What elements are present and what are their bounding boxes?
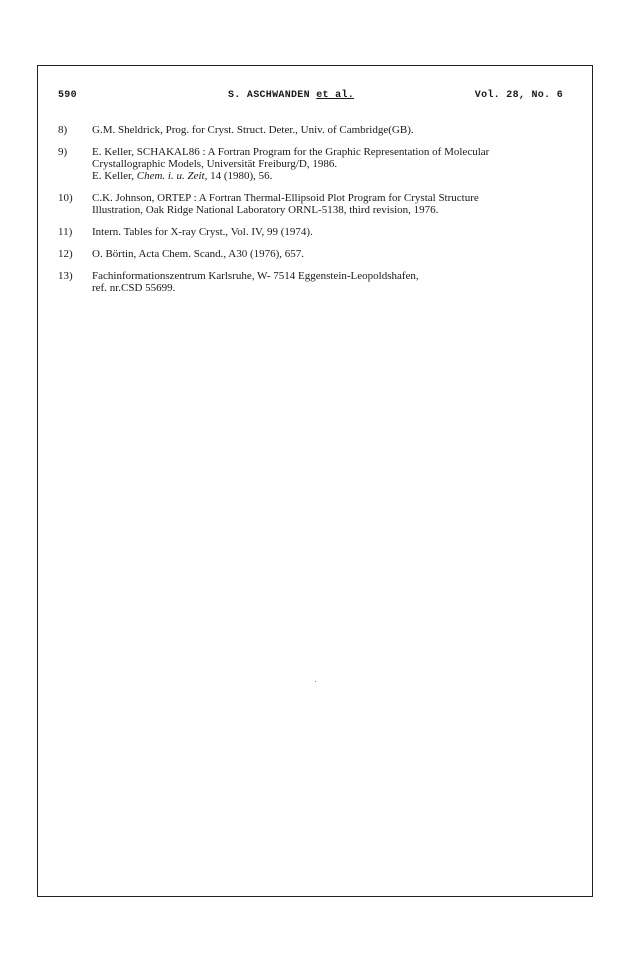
- page-number: 590: [58, 90, 77, 101]
- reference-item-9: [58, 146, 573, 182]
- journal-title: Chem. i. u. Zeit: [136, 170, 205, 182]
- reference-citation: , 14 (1980), 56.: [204, 170, 273, 182]
- reference-author: E. Keller,: [92, 170, 137, 182]
- reference-text-line: G.M. Sheldrick, Prog. for Cryst. Struct. Deter., Univ. of Cambridge(GB).: [92, 124, 414, 136]
- reference-text-line: Illustration, Oak Ridge National Laboratory ORNL-5138, third revision, 1976.: [92, 204, 439, 216]
- et-al-underlined: et al.: [316, 90, 355, 101]
- reference-item-12: [58, 248, 573, 260]
- scan-speck: [315, 681, 316, 682]
- reference-text-line: Crystallographic Models, Universität Freiburg/D, 1986.: [92, 158, 338, 170]
- reference-number: 13): [58, 270, 73, 282]
- reference-number: 9): [58, 146, 68, 158]
- reference-item-13: [58, 270, 573, 294]
- volume-issue: Vol. 28, No. 6: [474, 90, 563, 101]
- reference-text-line: Intern. Tables for X-ray Cryst., Vol. IV, 99 (1974).: [92, 226, 313, 238]
- reference-text-line: [92, 170, 573, 182]
- reference-number: 12): [58, 248, 73, 260]
- reference-item-11: [58, 226, 573, 238]
- reference-number: 10): [58, 192, 73, 204]
- running-head-authors: [228, 90, 354, 101]
- reference-item-10: [58, 192, 573, 216]
- reference-number: 8): [58, 124, 68, 136]
- reference-item-8: [58, 124, 573, 136]
- reference-list: [58, 124, 573, 304]
- running-head: [58, 90, 563, 104]
- author-name: S. ASCHWANDEN: [228, 90, 310, 101]
- reference-text-line: ref. nr.CSD 55699.: [92, 282, 176, 294]
- reference-text-line: Fachinformationszentrum Karlsruhe, W- 7514 Eggenstein-Leopoldshafen,: [92, 270, 419, 282]
- reference-number: 11): [58, 226, 73, 238]
- reference-text-line: O. Börtin, Acta Chem. Scand., A30 (1976), 657.: [92, 248, 305, 260]
- reference-text-line: E. Keller, SCHAKAL86 : A Fortran Program for the Graphic Representation of Molecular: [92, 146, 490, 158]
- reference-text-line: C.K. Johnson, ORTEP : A Fortran Thermal-Ellipsoid Plot Program for Crystal Structure: [92, 192, 479, 204]
